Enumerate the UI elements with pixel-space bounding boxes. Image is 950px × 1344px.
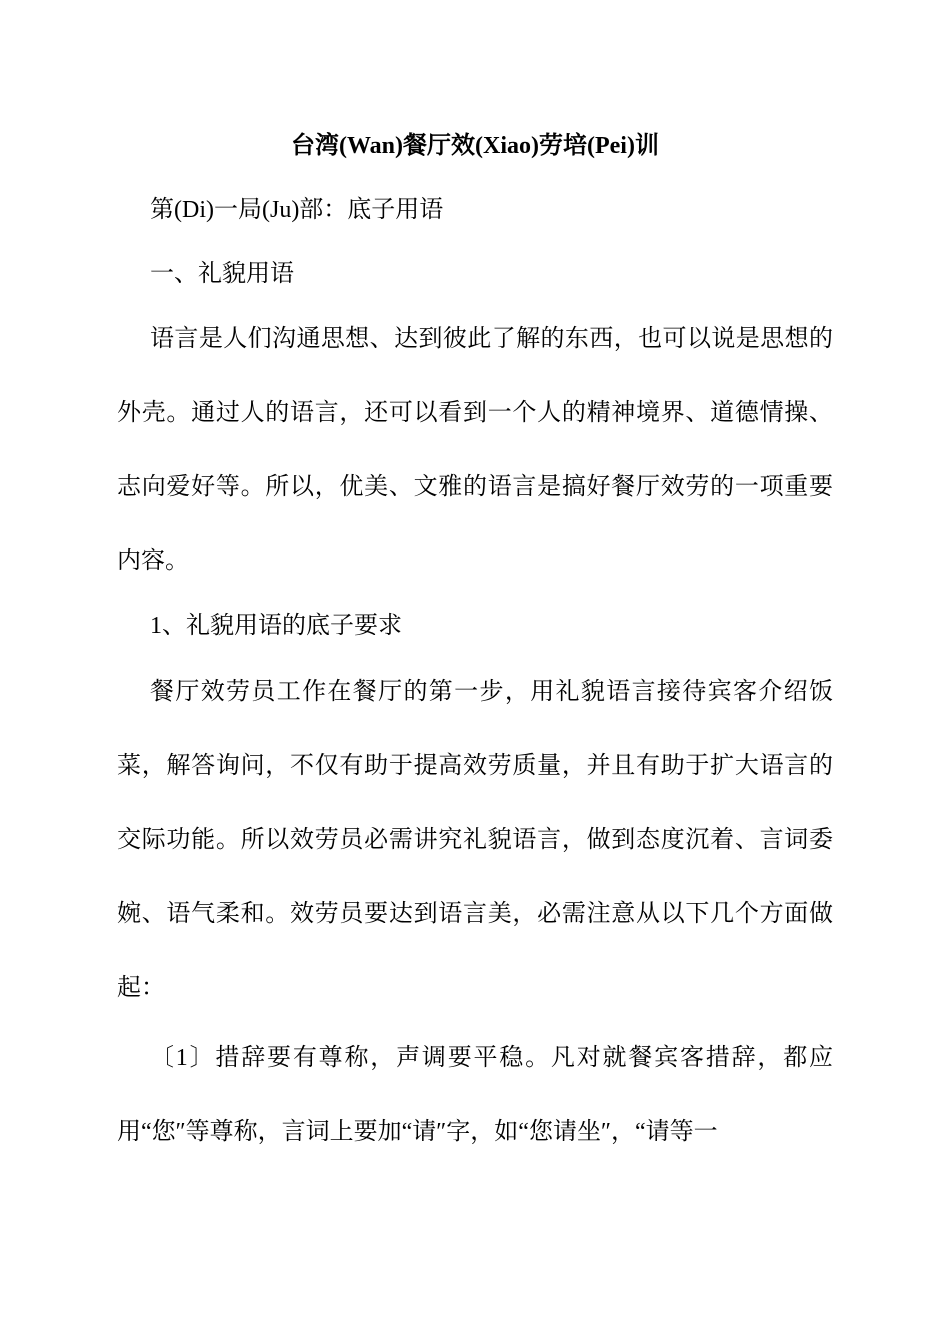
subsection-heading: 一、礼貌用语	[150, 261, 294, 287]
section-heading: 第(Di)一局(Ju)部：底子用语	[150, 197, 444, 223]
document-title: 台湾(Wan)餐厅效(Xiao)劳培(Pei)训	[291, 133, 659, 159]
item-heading: 1、礼貌用语的底子要求	[150, 613, 402, 639]
paragraph-requirements: 餐厅效劳员工作在餐厅的第一步，用礼貌语言接待宾客介绍饭菜，解答询问，不仅有助于提高效劳质量，并且有助于扩大语言的交际功能。所以效劳员必需讲究礼貌语言，做到态度沉着、言词委婉、语气柔和。效劳员要达到语言美，必需注意从以下几个方面做起：	[117, 679, 833, 1001]
paragraph-point-1: 〔1〕措辞要有尊称，声调要平稳。凡对就餐宾客措辞，都应用“您″等尊称，言词上要加“请″字，如“您请坐″，“请等一	[117, 1045, 833, 1145]
paragraph-intro: 语言是人们沟通思想、达到彼此了解的东西，也可以说是思想的外壳。通过人的语言，还可以看到一个人的精神境界、道德情操、志向爱好等。所以，优美、文雅的语言是搞好餐厅效劳的一项重要内容。	[117, 326, 833, 574]
